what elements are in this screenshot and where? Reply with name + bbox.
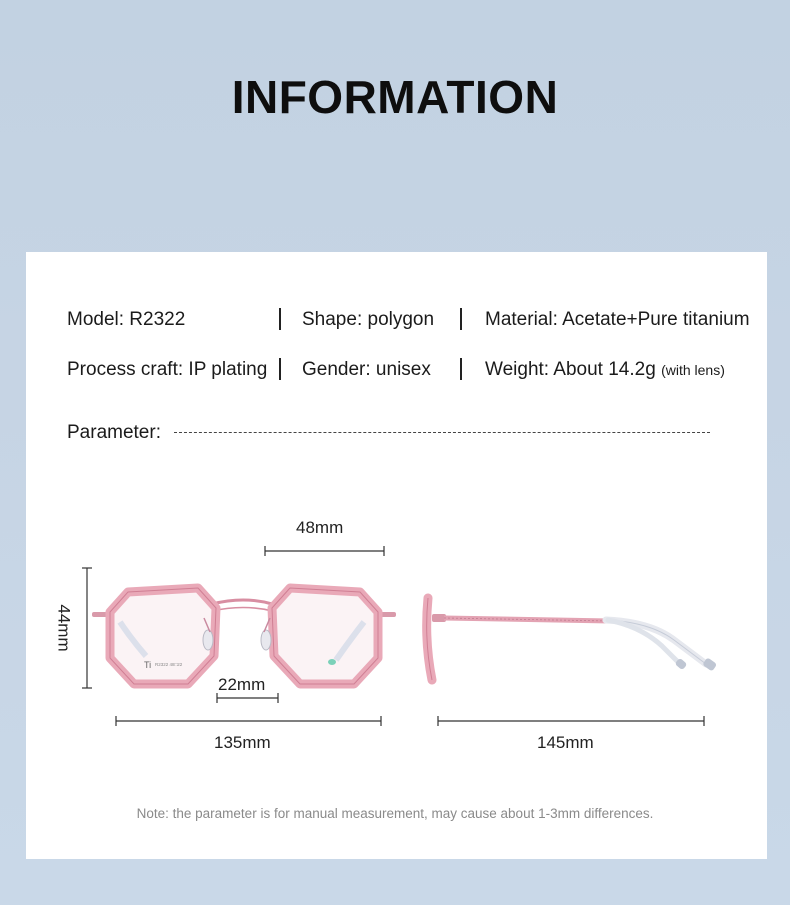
page-title: INFORMATION (231, 71, 559, 123)
lens-width-label: 48mm (296, 518, 344, 537)
temple-brand: Ti (144, 660, 152, 670)
measurement-note: Note: the parameter is for manual measurement, may cause about 1-3mm differences. (136, 806, 654, 821)
frame-width-label: 135mm (214, 733, 271, 752)
temple-length-label: 145mm (537, 733, 594, 752)
spec-process: Process craft: IP plating (67, 359, 268, 380)
parameter-label: Parameter: (67, 422, 161, 443)
spec-model: Model: R2322 (67, 309, 186, 330)
spec-weight-value: Weight: About 14.2g (485, 359, 656, 380)
lens-height-label: 44mm (54, 604, 74, 652)
side-view (427, 598, 718, 680)
temple-text: R2322 48□22 (155, 662, 183, 667)
spec-weight-note: (with lens) (661, 362, 725, 378)
bridge-label: 22mm (218, 675, 266, 694)
spec-material: Material: Acetate+Pure titanium (485, 309, 750, 330)
spec-shape: Shape: polygon (302, 309, 435, 330)
spec-gender: Gender: unisex (302, 359, 431, 380)
front-view (92, 588, 396, 684)
